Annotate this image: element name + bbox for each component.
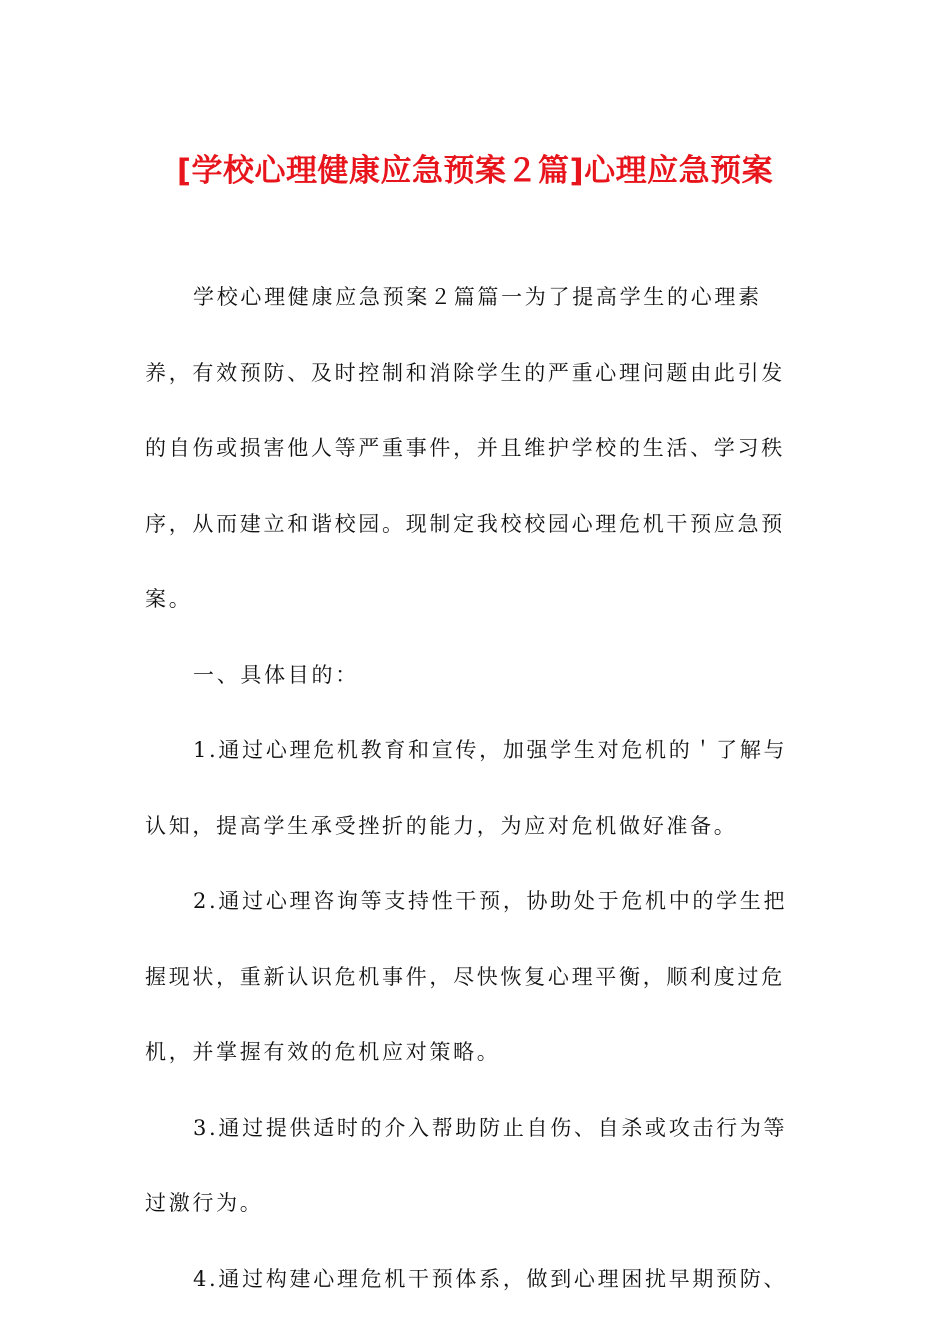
list-item-2: 2.通过心理咨询等支持性干预，协助处于危机中的学生把握现状，重新认识危机事件，尽快恢复心理平衡，顺利度过危机，并掌握有效的危机应对策略。	[145, 889, 788, 1064]
list-item-1: 1.通过心理危机教育和宣传，加强学生对危机的＇了解与认知，提高学生承受挫折的能力，为应对危机做好准备。	[145, 738, 788, 838]
paragraph-intro: 学校心理健康应急预案２篇篇一为了提高学生的心理素养，有效预防、及时控制和消除学生的严重心理问题由此引发的自伤或损害他人等严重事件，并且维护学校的生活、学习秩序，从而建立和谐校园。现制定我校校园心理危机干预应急预案。	[145, 285, 785, 611]
section-heading: 一、具体目的：	[193, 662, 359, 687]
list-item-3: 3.通过提供适时的介入帮助防止自伤、自杀或攻击行为等过激行为。	[145, 1115, 788, 1215]
document-body	[145, 260, 805, 1317]
list-item-4: 4.通过构建心理危机干预体系，做到心理困扰早期预防、	[193, 1266, 788, 1291]
document-title: [学校心理健康应急预案２篇]心理应急预案	[176, 153, 774, 189]
